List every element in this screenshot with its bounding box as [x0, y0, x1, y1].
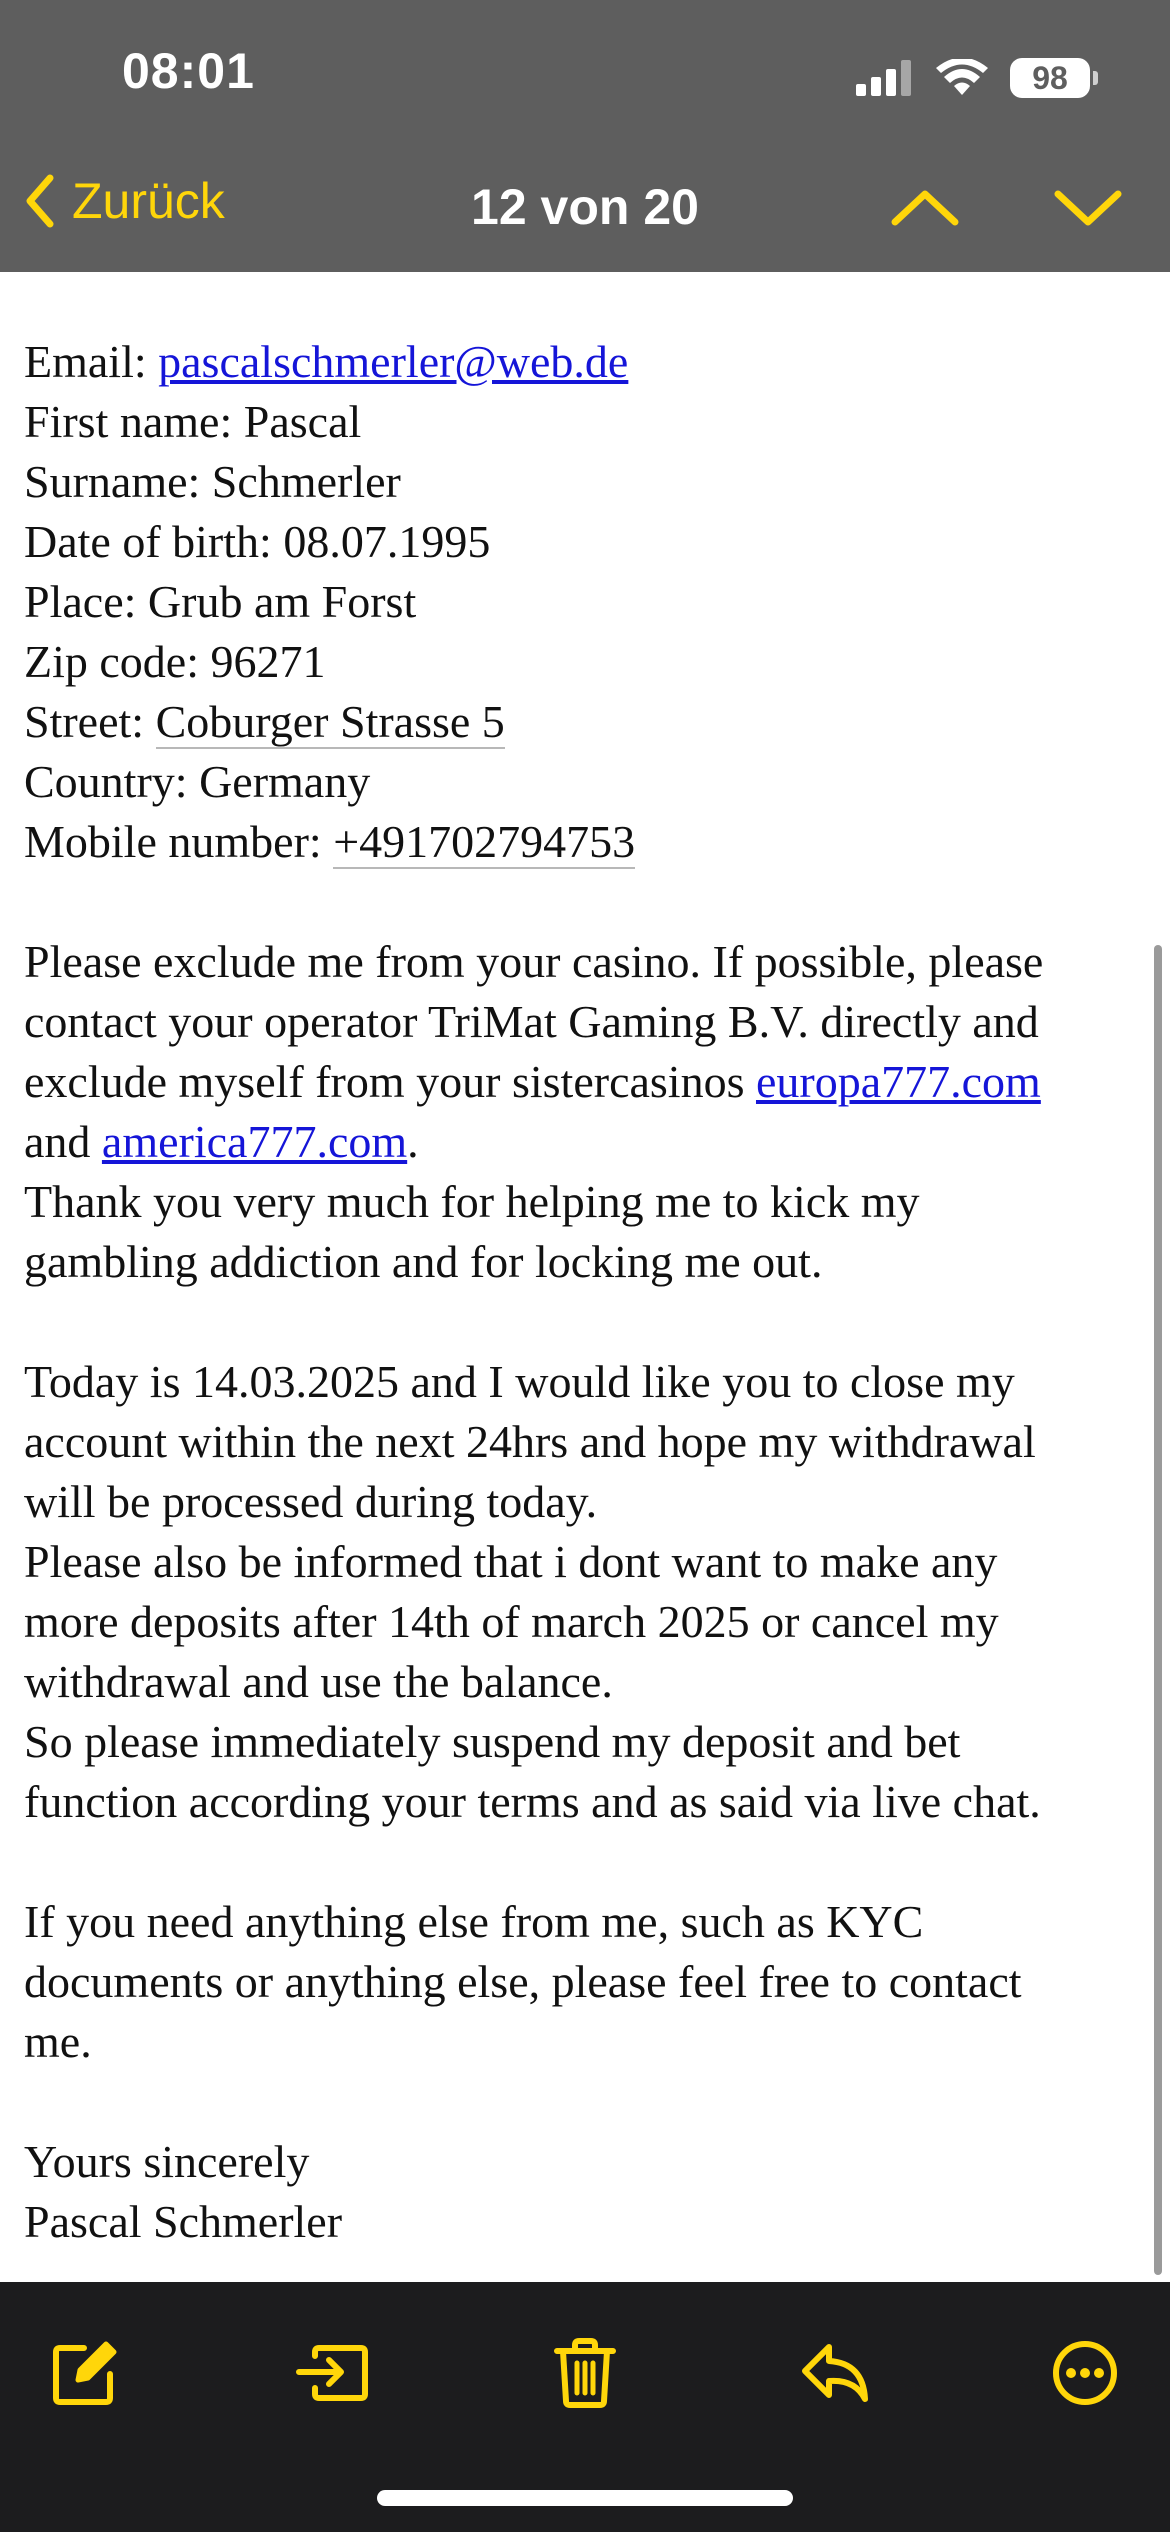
spacer [24, 1832, 1114, 1892]
more-button[interactable] [1040, 2328, 1130, 2418]
europa777-link[interactable]: europa777.com [755, 1056, 1041, 1107]
wifi-icon [936, 59, 988, 97]
previous-message-button[interactable] [885, 178, 965, 238]
compose-button[interactable] [40, 2328, 130, 2418]
paragraph-line: withdrawal and use the balance. [24, 1656, 613, 1707]
reply-icon [799, 2341, 871, 2405]
paragraph-line: If you need anything else from me, such as KYC [24, 1896, 924, 1947]
email-body [24, 282, 1114, 2252]
home-indicator[interactable] [377, 2490, 793, 2506]
paragraph-line: Please also be informed that i dont want to make any [24, 1536, 998, 1587]
detail-surname: Surname: Schmerler [24, 456, 401, 507]
paragraph-line: will be processed during today. [24, 1476, 598, 1527]
detail-first-name: First name: Pascal [24, 396, 362, 447]
battery-indicator: 98 [1010, 58, 1090, 98]
paragraph-line: and america777.com. [24, 1116, 419, 1167]
move-to-folder-icon [295, 2338, 371, 2408]
paragraph-line: more deposits after 14th of march 2025 or cancel my [24, 1596, 999, 1647]
paragraph-line: Thank you very much for helping me to kick my [24, 1176, 920, 1227]
paragraph-line: gambling addiction and for locking me out. [24, 1236, 823, 1287]
paragraph-line: account within the next 24hrs and hope my withdrawal [24, 1416, 1036, 1467]
detail-zip-code: Zip code: 96271 [24, 636, 326, 687]
email-address-link[interactable]: pascalschmerler@web.de [158, 336, 629, 387]
trash-icon [553, 2337, 617, 2409]
signature: Pascal Schmerler [24, 2196, 343, 2247]
paragraph-line: contact your operator TriMat Gaming B.V. directly and [24, 996, 1039, 1047]
message-counter: 12 von 20 [471, 179, 699, 235]
status-time: 08:01 [122, 43, 255, 99]
spacer [24, 272, 1114, 332]
next-message-button[interactable] [1048, 178, 1128, 238]
spacer [24, 872, 1114, 932]
detail-place: Place: Grub am Forst [24, 576, 417, 627]
move-to-folder-button[interactable] [288, 2328, 378, 2418]
detail-street: Street: Coburger Strasse 5 [24, 696, 505, 747]
back-label: Zurück [72, 173, 225, 229]
cellular-signal-icon [856, 60, 914, 96]
america777-link[interactable]: america777.com [101, 1116, 408, 1167]
paragraph-line: Today is 14.03.2025 and I would like you to close my [24, 1356, 1015, 1407]
scrollbar[interactable] [1154, 945, 1162, 2275]
top-bar [0, 0, 1170, 272]
spacer [24, 1292, 1114, 1352]
chevron-down-icon [1048, 178, 1128, 238]
detail-email: Email: pascalschmerler@web.de [24, 336, 629, 387]
spacer [24, 2072, 1114, 2132]
delete-button[interactable] [540, 2328, 630, 2418]
more-icon [1050, 2338, 1120, 2408]
phone-number-link[interactable]: +491702794753 [333, 816, 636, 867]
paragraph-line: documents or anything else, please feel free to contact [24, 1956, 1022, 2007]
reply-button[interactable] [790, 2328, 880, 2418]
chevron-up-icon [885, 178, 965, 238]
detail-date-of-birth: Date of birth: 08.07.1995 [24, 516, 491, 567]
paragraph-line: Please exclude me from your casino. If possible, please [24, 936, 1044, 987]
paragraph-line: function according your terms and as said via live chat. [24, 1776, 1041, 1827]
paragraph-line: exclude myself from your sistercasinos europa777.com [24, 1056, 1041, 1107]
compose-icon [50, 2338, 120, 2408]
detail-mobile-number: Mobile number: +491702794753 [24, 816, 636, 867]
street-address-link[interactable]: Coburger Strasse 5 [155, 696, 505, 747]
paragraph-line: me. [24, 2016, 92, 2067]
paragraph-line: So please immediately suspend my deposit and bet [24, 1716, 961, 1767]
detail-country: Country: Germany [24, 756, 371, 807]
status-icons [856, 56, 1090, 100]
closing: Yours sincerely [24, 2136, 310, 2187]
